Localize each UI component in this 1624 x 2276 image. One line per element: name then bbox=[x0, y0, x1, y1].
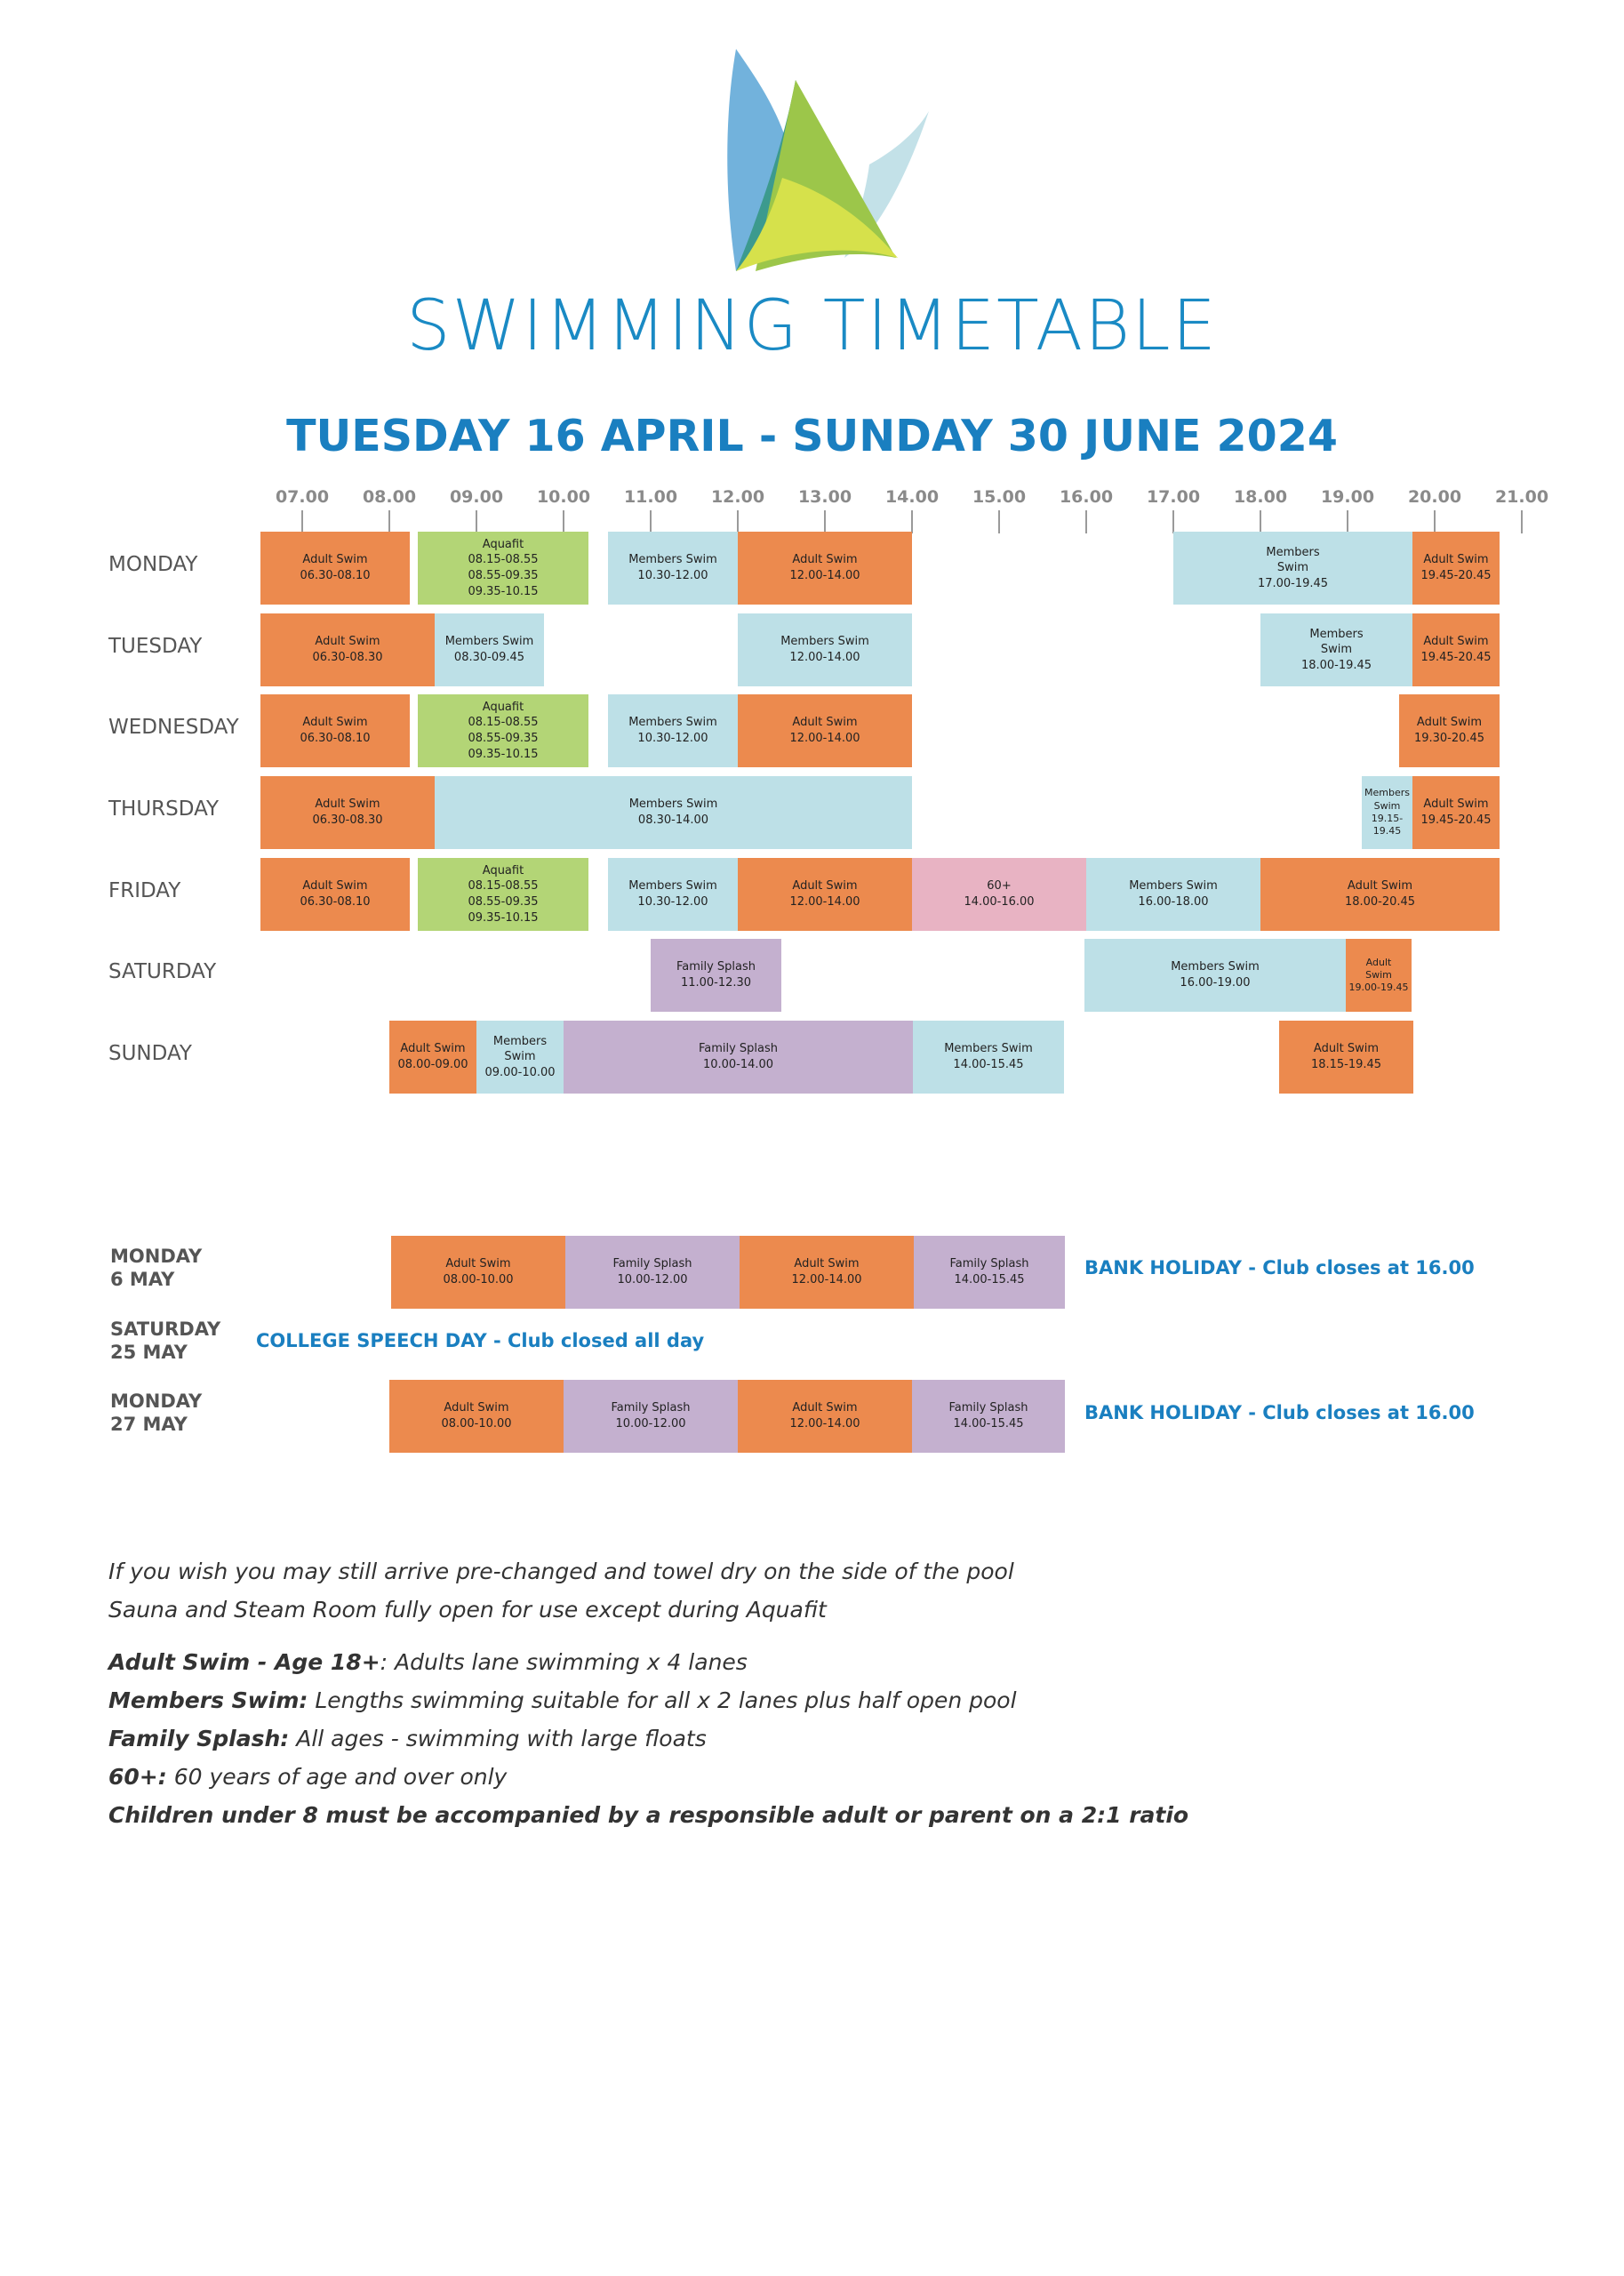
note-sauna: Sauna and Steam Room fully open for use except during Aquafit bbox=[108, 1597, 827, 1623]
legend-sixty-plus: 60+: 60 years of age and over only bbox=[108, 1764, 508, 1790]
session-adult-swim: Adult Swim 06.30-08.30 bbox=[260, 776, 435, 849]
session-family-splash: Family Splash 14.00-15.45 bbox=[912, 1380, 1065, 1453]
day-label-wednesday: WEDNESDAY bbox=[108, 716, 239, 739]
hour-label: 12.00 bbox=[710, 487, 765, 507]
session-members-swim: Members Swim 17.00-19.45 bbox=[1173, 532, 1412, 605]
hour-tick bbox=[1260, 510, 1261, 533]
hour-tick bbox=[476, 510, 477, 533]
session-members-swim: Members Swim 19.15- 19.45 bbox=[1362, 776, 1412, 849]
hour-tick bbox=[1347, 510, 1348, 533]
hour-tick bbox=[388, 510, 390, 533]
legend-adult-swim: Adult Swim - Age 18+: Adults lane swimming x 4 lanes bbox=[108, 1649, 748, 1675]
session-members-swim: Members Swim 10.30-12.00 bbox=[608, 532, 738, 605]
session-aquafit: Aquafit 08.15-08.55 08.55-09.35 09.35-10.15 bbox=[418, 694, 588, 767]
sails-logo-icon bbox=[720, 44, 951, 280]
session-family-splash: Family Splash 10.00-12.00 bbox=[565, 1236, 740, 1309]
session-members-swim: Members Swim 16.00-18.00 bbox=[1086, 858, 1260, 931]
session-adult-swim: Adult Swim 19.30-20.45 bbox=[1399, 694, 1500, 767]
hour-label: 15.00 bbox=[972, 487, 1027, 507]
hour-label: 14.00 bbox=[884, 487, 940, 507]
hour-label: 18.00 bbox=[1233, 487, 1288, 507]
session-adult-swim: Adult Swim 12.00-14.00 bbox=[738, 1380, 912, 1453]
session-members-swim: Members Swim 18.00-19.45 bbox=[1260, 613, 1412, 686]
hour-tick bbox=[1434, 510, 1436, 533]
hour-label: 20.00 bbox=[1407, 487, 1462, 507]
hour-label: 07.00 bbox=[275, 487, 330, 507]
hour-label: 19.00 bbox=[1320, 487, 1375, 507]
session-family-splash: Family Splash 14.00-15.45 bbox=[914, 1236, 1065, 1309]
session-members-swim: Members Swim 14.00-15.45 bbox=[913, 1021, 1064, 1094]
special-date-label: SATURDAY 25 MAY bbox=[110, 1318, 221, 1364]
session-adult-swim: Adult Swim 06.30-08.10 bbox=[260, 694, 410, 767]
session-adult-swim: Adult Swim 18.15-19.45 bbox=[1279, 1021, 1413, 1094]
session-sixty-plus: 60+ 14.00-16.00 bbox=[912, 858, 1086, 931]
session-adult-swim: Adult Swim 06.30-08.10 bbox=[260, 532, 410, 605]
date-range-subtitle: TUESDAY 16 APRIL - SUNDAY 30 JUNE 2024 bbox=[286, 411, 1338, 461]
day-label-sunday: SUNDAY bbox=[108, 1042, 192, 1065]
hour-tick bbox=[824, 510, 826, 533]
hour-tick bbox=[998, 510, 1000, 533]
session-members-swim: Members Swim 10.30-12.00 bbox=[608, 694, 738, 767]
session-adult-swim: Adult Swim 12.00-14.00 bbox=[738, 858, 912, 931]
hour-label: 21.00 bbox=[1494, 487, 1549, 507]
hour-tick bbox=[737, 510, 739, 533]
note-pre-changed: If you wish you may still arrive pre-changed and towel dry on the side of the pool bbox=[108, 1559, 1014, 1584]
session-family-splash: Family Splash 10.00-14.00 bbox=[564, 1021, 913, 1094]
session-adult-swim: Adult Swim 18.00-20.45 bbox=[1260, 858, 1500, 931]
session-adult-swim: Adult Swim 12.00-14.00 bbox=[738, 694, 912, 767]
session-adult-swim: Adult Swim 08.00-10.00 bbox=[391, 1236, 565, 1309]
session-adult-swim: Adult Swim 08.00-09.00 bbox=[389, 1021, 476, 1094]
session-family-splash: Family Splash 11.00-12.30 bbox=[651, 939, 781, 1012]
day-label-thursday: THURSDAY bbox=[108, 797, 220, 821]
bank-holiday-notice: BANK HOLIDAY - Club closes at 16.00 bbox=[1084, 1257, 1475, 1278]
day-label-tuesday: TUESDAY bbox=[108, 635, 203, 658]
hour-label: 09.00 bbox=[449, 487, 504, 507]
hour-label: 17.00 bbox=[1146, 487, 1201, 507]
hour-label: 10.00 bbox=[536, 487, 591, 507]
session-members-swim: Members Swim 16.00-19.00 bbox=[1084, 939, 1346, 1012]
hour-tick bbox=[1085, 510, 1087, 533]
session-adult-swim: Adult Swim 12.00-14.00 bbox=[738, 532, 912, 605]
hour-label: 08.00 bbox=[362, 487, 417, 507]
page-title: SWIMMING TIMETABLE bbox=[406, 286, 1218, 366]
session-aquafit: Aquafit 08.15-08.55 08.55-09.35 09.35-10.15 bbox=[418, 532, 588, 605]
session-adult-swim: Adult Swim 06.30-08.30 bbox=[260, 613, 435, 686]
session-members-swim: Members Swim 10.30-12.00 bbox=[608, 858, 738, 931]
hour-tick bbox=[1172, 510, 1174, 533]
session-adult-swim: Adult Swim 08.00-10.00 bbox=[389, 1380, 564, 1453]
speech-day-notice: COLLEGE SPEECH DAY - Club closed all day bbox=[256, 1330, 705, 1351]
hour-tick bbox=[911, 510, 913, 533]
hour-tick bbox=[563, 510, 564, 533]
session-adult-swim: Adult Swim 12.00-14.00 bbox=[740, 1236, 914, 1309]
special-date-label: MONDAY 27 MAY bbox=[110, 1390, 203, 1436]
session-adult-swim: Adult Swim 19.45-20.45 bbox=[1412, 532, 1500, 605]
session-members-swim: Members Swim 08.30-14.00 bbox=[435, 776, 912, 849]
day-label-saturday: SATURDAY bbox=[108, 960, 217, 983]
hour-tick bbox=[1521, 510, 1523, 533]
session-adult-swim: Adult Swim 19.00-19.45 bbox=[1346, 939, 1412, 1012]
hour-tick bbox=[650, 510, 652, 533]
day-label-monday: MONDAY bbox=[108, 553, 198, 576]
hour-label: 11.00 bbox=[623, 487, 678, 507]
session-family-splash: Family Splash 10.00-12.00 bbox=[564, 1380, 738, 1453]
session-members-swim: Members Swim 08.30-09.45 bbox=[435, 613, 544, 686]
legend-members-swim: Members Swim: Lengths swimming suitable for all x 2 lanes plus half open pool bbox=[108, 1687, 1017, 1713]
bank-holiday-notice: BANK HOLIDAY - Club closes at 16.00 bbox=[1084, 1402, 1475, 1423]
session-adult-swim: Adult Swim 06.30-08.10 bbox=[260, 858, 410, 931]
session-adult-swim: Adult Swim 19.45-20.45 bbox=[1412, 776, 1500, 849]
session-adult-swim: Adult Swim 19.45-20.45 bbox=[1412, 613, 1500, 686]
session-members-swim: Members Swim 12.00-14.00 bbox=[738, 613, 912, 686]
note-children: Children under 8 must be accompanied by a responsible adult or parent on a 2:1 ratio bbox=[108, 1802, 1189, 1828]
special-date-label: MONDAY 6 MAY bbox=[110, 1246, 203, 1291]
session-members-swim: Members Swim 09.00-10.00 bbox=[476, 1021, 564, 1094]
session-aquafit: Aquafit 08.15-08.55 08.55-09.35 09.35-10.15 bbox=[418, 858, 588, 931]
hour-label: 16.00 bbox=[1059, 487, 1114, 507]
day-label-friday: FRIDAY bbox=[108, 879, 181, 902]
hour-tick bbox=[301, 510, 303, 533]
legend-family-splash: Family Splash: All ages - swimming with large floats bbox=[108, 1726, 707, 1751]
hour-label: 13.00 bbox=[797, 487, 852, 507]
